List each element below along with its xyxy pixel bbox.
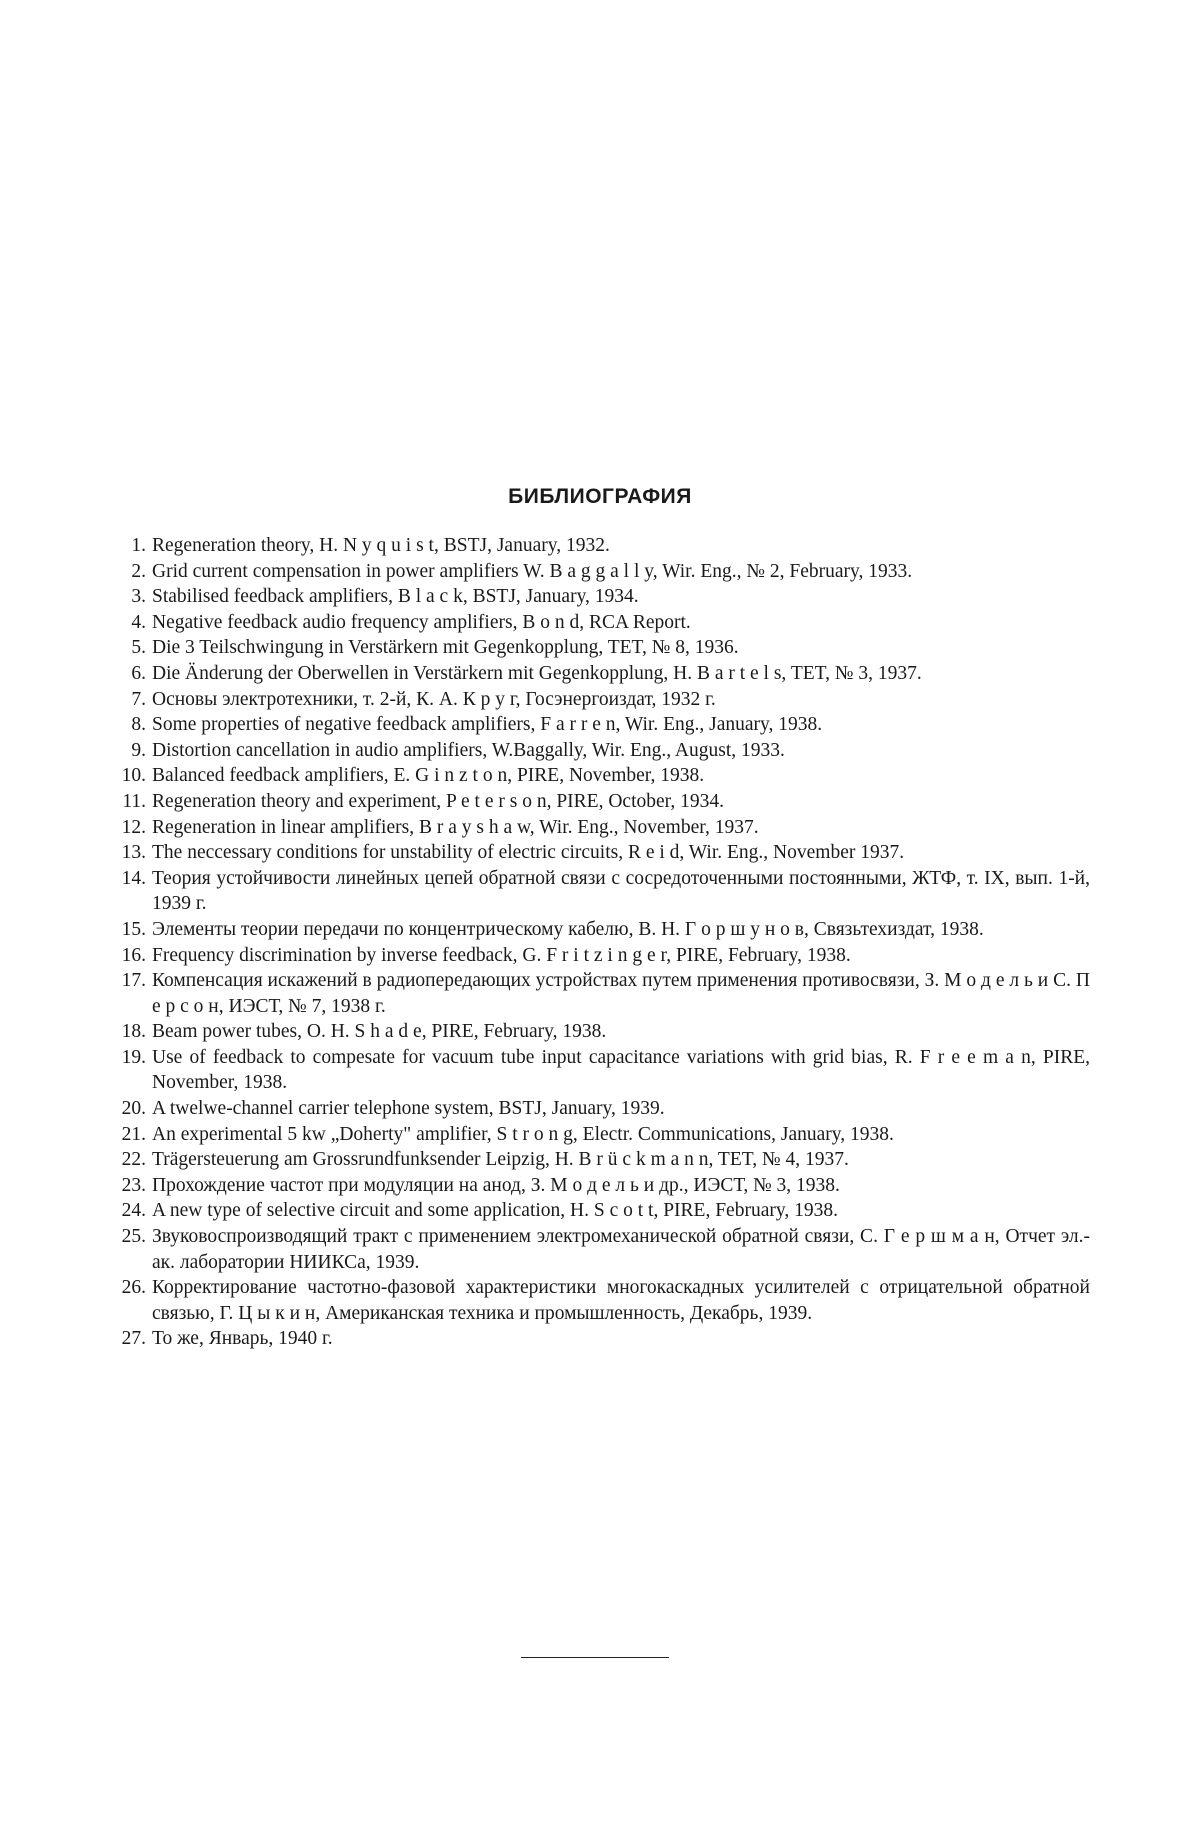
entry-number: 7. [131,688,146,710]
entry-text: Negative feedback audio frequency amplifiers, B o n d, RCA Report. [152,611,691,633]
bibliography-entry [98,559,1090,585]
entry-text: A new type of selective circuit and some application, H. S c o t t, PIRE, February, 1938. [152,1200,838,1222]
entry-number: 13. [121,842,146,864]
entry-text: Beam power tubes, O. H. S h a d e, PIRE, February, 1938. [152,1021,607,1043]
bibliography-entry [98,1198,1090,1224]
entry-text: Корректирование частотно-фазовой характеристики многокаскадных усилителей с отрицательной обратной связью, Г. Ц ы к и н, Американская техника и промышленность, Декабрь, 1939. [152,1277,1090,1324]
bibliography-entry [98,815,1090,841]
entry-number: 4. [131,611,146,633]
closing-rule [521,1657,669,1658]
entry-number: 5. [131,637,146,659]
bibliography-entry [98,712,1090,738]
bibliography-entry [98,533,1090,559]
bibliography-entry [98,610,1090,636]
entry-text: Основы электротехники, т. 2-й, К. А. К р у г, Госэнергоиздат, 1932 г. [152,688,716,710]
entry-text: Use of feedback to compesate for vacuum tube input capacitance variations with grid bias, R. F r e e m a n, PIRE, November, 1938. [152,1046,1090,1094]
entry-text: The neccessary conditions for unstability of electric circuits, R e i d, Wir. Eng., November 1937. [152,842,905,864]
entry-text: Trägersteuerung am Grossrundfunksender Leipzig, H. B r ü c k m a n n, TET, № 4, 1937. [152,1149,849,1171]
bibliography-entry [98,738,1090,764]
entry-number: 18. [121,1021,146,1043]
bibliography-entry [98,789,1090,815]
bibliography-entry [98,1045,1090,1096]
entry-text: An experimental 5 kw „Doherty" amplifier, S t r o n g, Electr. Communications, January, 1938. [152,1123,894,1145]
entry-number: 24. [121,1200,146,1222]
entry-number: 3. [131,586,146,608]
entry-number: 14. [121,867,146,889]
entry-text: То же, Январь, 1940 г. [152,1328,333,1350]
bibliography-list [98,533,1090,1352]
entry-text: Regeneration theory, H. N y q u i s t, BSTJ, January, 1932. [152,535,610,556]
entry-text: Balanced feedback amplifiers, E. G i n z t o n, PIRE, November, 1938. [152,765,705,787]
entry-text: Прохождение частот при модуляции на анод, З. М о д е л ь и др., ИЭСТ, № 3, 1938. [152,1174,840,1196]
bibliography-entry [98,1326,1090,1352]
bibliography-entry [98,917,1090,943]
entry-text: Some properties of negative feedback amplifiers, F a r r e n, Wir. Eng., January, 1938. [152,714,823,736]
entry-number: 22. [121,1149,146,1171]
entry-number: 16. [121,944,146,966]
entry-number: 26. [121,1277,146,1299]
bibliography-entry [98,840,1090,866]
page-title: БИБЛИОГРАФИЯ [508,485,692,508]
bibliography-entry [98,1122,1090,1148]
entry-number: 1. [131,535,146,556]
bibliography-entry [98,1019,1090,1045]
entry-text: A twelwe-channel carrier telephone system, BSTJ, January, 1939. [152,1098,665,1120]
entry-text: Звуковоспроизводящий тракт с применением электромеханической обратной связи, С. Г е р ш м а н, Отчет эл.-ак. лаборатории НИИКСа, 1939. [152,1226,1090,1273]
bibliography-entry [98,866,1090,917]
bibliography-entry [98,968,1090,1019]
entry-text: Die 3 Teilschwingung in Verstärkern mit Gegenkopplung, TET, № 8, 1936. [152,637,739,659]
entry-text: Frequency discrimination by inverse feedback, G. F r i t z i n g e r, PIRE, February, 1938. [152,944,851,966]
bibliography-entry [98,943,1090,969]
bibliography-entry [98,635,1090,661]
entry-number: 15. [121,918,146,940]
entry-number: 10. [121,765,146,787]
entry-number: 8. [131,714,146,736]
bibliography-entry [98,1147,1090,1173]
bibliography-entry [98,1224,1090,1275]
entry-number: 21. [121,1123,146,1145]
bibliography-entry [98,661,1090,687]
entry-text: Теория устойчивости линейных цепей обратной связи с сосредоточенными постоянными, ЖТФ, т. IX, вып. 1-й, 1939 г. [152,867,1090,915]
entry-number: 27. [121,1328,146,1350]
entry-text: Distortion cancellation in audio amplifiers, W.Baggally, Wir. Eng., August, 1933. [152,739,785,761]
entry-number: 11. [122,790,146,812]
bibliography-entry [98,763,1090,789]
bibliography-entry [98,1275,1090,1326]
entry-number: 23. [121,1174,146,1196]
entry-text: Grid current compensation in power amplifiers W. B a g g a l l y, Wir. Eng., № 2, February, 1933. [152,560,913,582]
bibliography-entry [98,1096,1090,1122]
entry-number: 25. [121,1226,146,1248]
entry-number: 2. [131,560,146,582]
entry-number: 9. [131,739,146,761]
entry-number: 12. [121,816,146,838]
entry-number: 6. [131,662,146,684]
entry-text: Компенсация искажений в радиопередающих устройствах путем применения противосвязи, З. М о д е л ь и С. П е р с о н, ИЭСТ, № 7, 1938 г. [152,970,1090,1017]
entry-text: Элементы теории передачи по концентрическому кабелю, В. Н. Г о р ш у н о в, Связьтехиздат, 1938. [152,918,984,940]
entry-text: Die Änderung der Oberwellen in Verstärkern mit Gegenkopplung, H. B a r t e l s, TET, № 3, 1937. [152,662,922,684]
entry-number: 17. [121,970,146,992]
bibliography-entry [98,1173,1090,1199]
entry-number: 19. [121,1046,146,1068]
entry-text: Regeneration in linear amplifiers, B r a y s h a w, Wir. Eng., November, 1937. [152,816,759,838]
entry-text: Regeneration theory and experiment, P e t e r s o n, PIRE, October, 1934. [152,790,724,812]
entry-number: 20. [121,1098,146,1120]
bibliography-entry [98,687,1090,713]
entry-text: Stabilised feedback amplifiers, B l a c k, BSTJ, January, 1934. [152,586,639,608]
bibliography-entry [98,584,1090,610]
